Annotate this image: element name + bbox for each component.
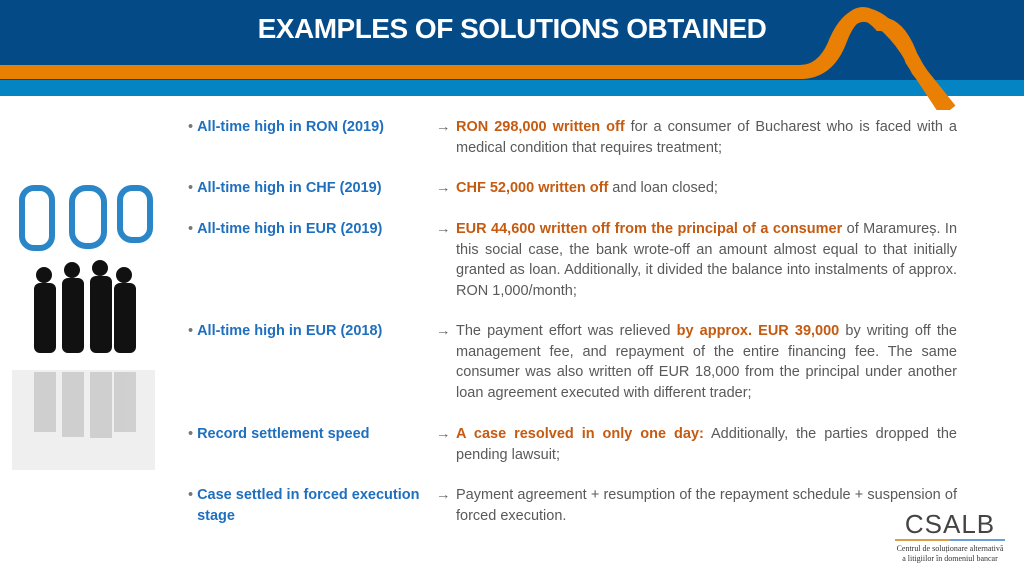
description-text: The payment effort was relieved xyxy=(456,323,677,339)
description-text: and loan closed; xyxy=(608,180,718,196)
arrow-icon: → xyxy=(436,426,451,442)
row-label: Record settlement speed xyxy=(197,426,370,442)
speech-bubbles-icon xyxy=(22,188,150,248)
arrow-icon: → xyxy=(436,323,451,339)
arrow-icon: → xyxy=(436,119,451,135)
row-label: All-time high in EUR (2018) xyxy=(197,323,383,339)
description-text: by writing off the management fee, and repayment of the entire financing fee. The same consumer was also written off EUR 18,000 from the principal under another loan agreement executed with different trader; xyxy=(456,323,957,401)
page-title: EXAMPLES OF SOLUTIONS OBTAINED xyxy=(257,13,767,44)
header-banner xyxy=(0,0,1024,110)
row-label: All-time high in EUR (2019) xyxy=(197,221,383,237)
arrow-icon: → xyxy=(436,487,451,503)
row-label: Case settled in forced execution stage xyxy=(197,487,420,524)
arrow-icon: → xyxy=(436,221,451,237)
description-text: of Maramureș. In this social case, the bank wrote-off an amount almost equal to that initially granted as loan. Additionally, it divided the balance into instalments of approx. RON 1,000/month; xyxy=(456,221,958,299)
description-text: for a consumer of Bucharest who is faced with a medical condition that requires treatment; xyxy=(456,119,957,156)
description-text: Additionally, the parties dropped the pending lawsuit; xyxy=(456,426,957,463)
bullet: • xyxy=(188,221,194,237)
csalb-logo xyxy=(885,510,1015,564)
row-label: All-time high in RON (2019) xyxy=(197,119,384,135)
highlight: CHF 52,000 written off xyxy=(456,180,609,196)
logo-subtitle: a litigiilor în domeniul bancar xyxy=(902,554,998,563)
description-text: Payment agreement + resumption of the repayment schedule + suspension of forced execution. xyxy=(456,487,957,524)
highlight: EUR 44,600 written off from the principal of a consumer xyxy=(456,221,843,237)
bullet: • xyxy=(188,180,194,196)
consultation-illustration xyxy=(12,180,157,475)
people-silhouettes-icon xyxy=(34,260,136,353)
bullet: • xyxy=(188,487,194,503)
bullet: • xyxy=(188,426,194,442)
bullet: • xyxy=(188,323,194,339)
row-description xyxy=(456,485,957,526)
row-description xyxy=(456,178,957,199)
row-label: All-time high in CHF (2019) xyxy=(197,180,382,196)
row-description xyxy=(456,117,957,158)
highlight: RON 298,000 written off xyxy=(456,119,625,135)
arrow-icon: → xyxy=(436,180,451,196)
highlight: A case resolved in only one day: xyxy=(456,426,704,442)
row-description xyxy=(456,424,957,465)
logo-mark: CSALB xyxy=(904,509,996,539)
logo-subtitle: Centrul de soluționare alternativă xyxy=(896,544,1004,553)
row-description xyxy=(456,321,957,403)
bullet: • xyxy=(188,119,194,135)
row-description xyxy=(456,219,957,301)
highlight: by approx. EUR 39,000 xyxy=(676,323,840,339)
